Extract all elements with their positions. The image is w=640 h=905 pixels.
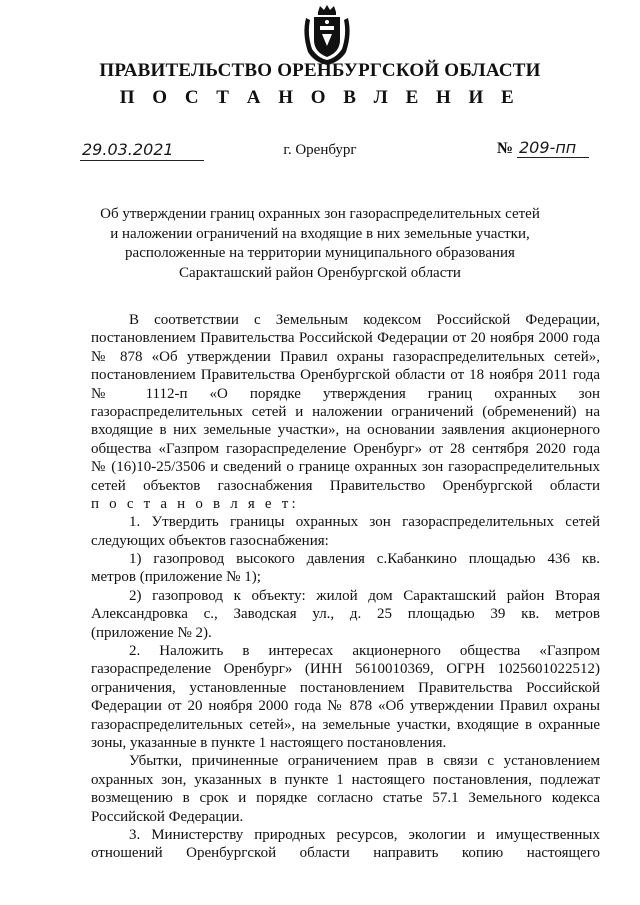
body-line: Убытки, причиненные ограничением прав в связи с установлением bbox=[129, 753, 600, 770]
body-line: отношений Оренбургской области направить копию настоящего bbox=[91, 845, 600, 862]
subject-line: Саракташский район Оренбургской области bbox=[179, 264, 461, 281]
document-number-field bbox=[497, 138, 591, 160]
body-line: следующих объектов газоснабжения: bbox=[91, 532, 329, 549]
subject-line: расположенные на территории муниципального образования bbox=[125, 245, 515, 261]
body-line: газораспределение Оренбург» (ИНН 5610010369, ОГРН 1025601022512) bbox=[91, 661, 600, 678]
body-line: метров (приложение № 1); bbox=[91, 569, 261, 586]
body-line: ограничения, установленные постановлением Правительства Российской bbox=[91, 679, 600, 696]
document-subject bbox=[70, 205, 570, 283]
body-line: № 1112-п «О порядке утверждения границ охранных зон bbox=[91, 385, 600, 402]
body-line: 2. Наложить в интересах акционерного общества «Газпром bbox=[129, 643, 600, 660]
body-line: входящие в них земельные участки», на основании заявления акционерного bbox=[91, 422, 600, 439]
body-line: 3. Министерству природных ресурсов, экологии и имущественных bbox=[129, 826, 600, 843]
body-line: 1) газопровод высокого давления с.Кабанкино площадью 436 кв. bbox=[129, 551, 600, 568]
body-line: (приложение № 2). bbox=[91, 624, 212, 641]
subject-line: Об утверждении границ охранных зон газораспределительных сетей bbox=[100, 206, 540, 222]
body-line: возмещению в срок и порядке согласно статье 57.1 Земельного кодекса bbox=[91, 790, 600, 807]
document-body bbox=[91, 311, 600, 863]
body-line: постановлением Правительства Российской Федерации от 20 ноября 2000 года bbox=[91, 330, 600, 347]
body-line: № 878 «Об утверждении Правил охраны газораспределительных сетей», bbox=[91, 348, 600, 365]
government-title: ПРАВИТЕЛЬСТВО ОРЕНБУРГСКОЙ ОБЛАСТИ bbox=[99, 60, 541, 81]
body-line: Александровка с., Заводская ул., д. 25 площадью 39 кв. метров bbox=[91, 606, 600, 623]
body-line: 2) газопровод к объекту: жилой дом Саракташский район Вторая bbox=[129, 587, 600, 604]
number-underline bbox=[517, 157, 589, 158]
body-line: газораспределительных сетей», на земельные участки, входящие в охранные bbox=[91, 716, 600, 733]
body-line: 1. Утвердить границы охранных зон газораспределительных сетей bbox=[129, 514, 600, 531]
body-line: Федерации от 20 ноября 2000 года № 878 «Об утверждении Правил охраны bbox=[91, 698, 600, 715]
number-sign: № bbox=[497, 140, 514, 157]
document-number: 209-пп bbox=[519, 138, 577, 157]
body-line: Российской Федерации. bbox=[91, 808, 244, 825]
document-date: 29.03.2021 bbox=[80, 140, 204, 161]
oblast-coat-of-arms-icon bbox=[300, 4, 354, 66]
subject-line: и наложении ограничений на входящие в них земельные участки, bbox=[110, 225, 530, 242]
body-line: общества «Газпром газораспределение Оренбург» от 28 сентября 2020 года bbox=[91, 440, 600, 457]
body-line: В соответствии с Земельным кодексом Российской Федерации, bbox=[129, 312, 600, 328]
body-line: постановлением Правительства Оренбургской области от 18 ноября 2011 года bbox=[91, 367, 600, 384]
body-line: охранных зон, указанных в пункте 1 настоящего постановления, подлежат bbox=[91, 771, 600, 788]
body-line: № (16)10-25/3506 и сведений о границе охранных зон газораспределительных bbox=[91, 459, 600, 476]
body-line: зоны, указанные в пункте 1 настоящего постановления. bbox=[91, 734, 447, 751]
document-city: г. Оренбург bbox=[283, 142, 357, 158]
document-type-title: П О С Т А Н О В Л Е Н И Е bbox=[119, 87, 521, 108]
body-line: газораспределительных сетей и наложении ограничений (обременений) на bbox=[91, 403, 600, 420]
body-line-decree: п о с т а н о в л я е т: bbox=[91, 495, 299, 512]
body-line: сетей объектов газоснабжения Правительство Оренбургской области bbox=[91, 477, 600, 494]
